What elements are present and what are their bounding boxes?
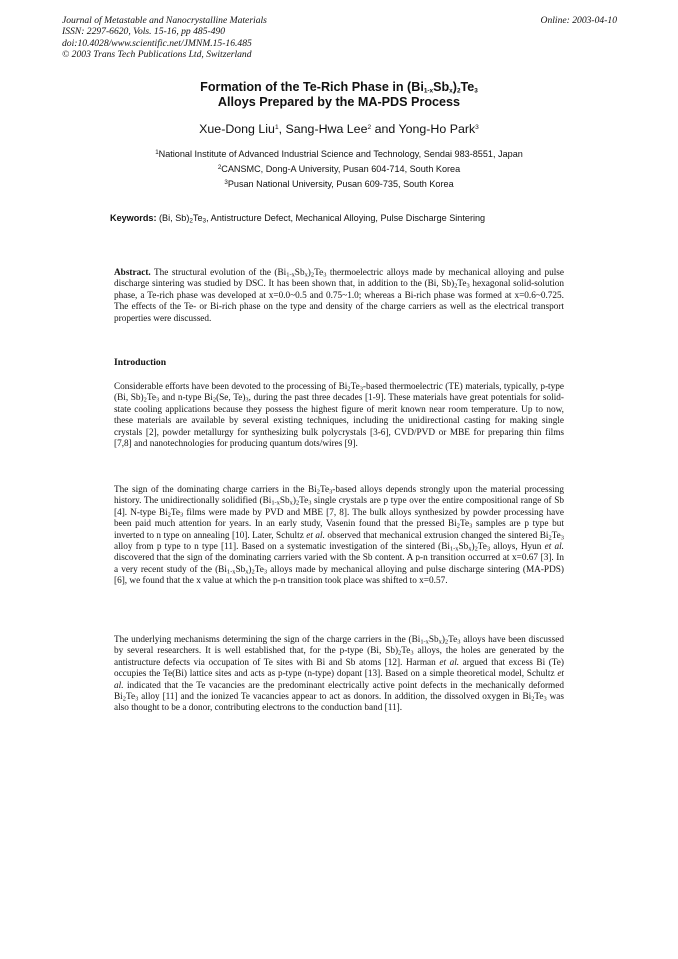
affiliation-1: $^1$National Institute of Advanced Industrial Science and Technology, Sendai 983-8551, Japan <box>155 148 523 159</box>
title-line-2: Alloys Prepared by the MA-PDS Process <box>217 95 461 110</box>
abstract-paragraph: Abstract. The structural evolution of the $(Bi_{1-x}Sb_x)_2Te_3$ thermoelectric alloys made by mechanical alloying and pulse discharge sintering was studied by DSC. It has been shown that, in addition to the (Bi, $Sb)_2Te_3$ hexagonal solid-solution phase, a Te-rich phase was developed at x=0.0~0.5 and 0.75~1.0; whereas a Bi-rich phase was formed at x=0.6~0.725. The effects of the Te- or Bi-rich phase on the type and density of the charge carriers as well as the electrical transport properties were discussed. <box>114 268 564 324</box>
journal-header <box>62 15 267 61</box>
doi-line: doi:10.4028/www.scientific.net/JMNM.15-16.485 <box>62 37 252 49</box>
affiliation-2: $^2$CANSMC, Dong-A University, Pusan 604-714, South Korea <box>217 163 461 174</box>
affiliation-3: $^3$Pusan National University, Pusan 609-735, South Korea <box>224 178 454 189</box>
author-3: Yong-Ho Park <box>398 122 476 136</box>
author-2: Sang-Hwa Lee <box>285 122 368 136</box>
introduction-heading: Introduction <box>114 357 167 368</box>
keywords-label: Keywords: <box>110 213 157 223</box>
paper-title <box>60 80 618 110</box>
copyright-line: © 2003 Trans Tech Publications Ltd, Switzerland <box>62 49 252 61</box>
keywords: Keywords: (Bi, $Sb)_2Te_3$, Antistructure Defect, Mechanical Alloying, Pulse Discharge Sintering <box>110 213 486 225</box>
online-date: Online: 2003-04-10 <box>540 15 617 26</box>
intro-paragraph-1: Considerable efforts have been devoted to the processing of $Bi_2Te_3$-based thermoelectric (TE) materials, typically, p-type (Bi, $Sb)_2Te_3$ and n-type $Bi_2(Se$, $Te)_3$, during the past three decades [1-9]. These materials have great potentials for solid-state cooling applications because they possess the highest figure of merit known near room temperature. Up to now, these materials are available by several existing techniques, including the unidirectional casting for making single crystals [2], powder metallurgy for synthesizing bulk polycrystals [3-6], CVD/PVD or MBE for preparing thin films [7,8] and nanotechnologies for producing quantum dots/wires [9]. <box>114 382 564 450</box>
title-line-1: Formation of the Te-Rich Phase in $(Bi_{1-x}Sb_x)_2Te_3$ <box>200 80 478 95</box>
issn-line: ISSN: 2297-6620, Vols. 15-16, pp 485-490 <box>62 26 226 38</box>
author-list: Xue-Dong Liu$^1$, Sang-Hwa Lee$^2$ and Yong-Ho Park$^3$ <box>199 122 479 136</box>
journal-name: Journal of Metastable and Nanocrystalline Materials <box>62 15 267 26</box>
author-1: Xue-Dong Liu <box>199 122 275 136</box>
intro-paragraph-3: The underlying mechanisms determining the sign of the charge carriers in the $(Bi_{1-x}Sb_x)_2Te_3$ alloys have been discussed by several researchers. It is well established that, for the p-type (Bi, $Sb)_2Te_3$ alloys, the holes are generated by the antistructure defects via occupation of Te sites with Bi and Sb atoms [12]. Harman et al. argued that excess Bi (Te) occupies the Te(Bi) lattice sites and acts as p-type (n-type) dopant [13]. Based on a simple theoretical model, Schultz et al. indicated that the Te vacancies are the predominant electrically active point defects in the mechanically deformed $Bi_2Te_3$ alloy [11] and the ionized Te vacancies appear to act as donors. In addition, the dissolved oxygen in $Bi_2Te_3$ was also thought to be a donor, contributing electrons to the conduction band [11]. <box>114 635 564 714</box>
intro-paragraph-2: The sign of the dominating charge carriers in the $Bi_2Te_3$-based alloys depends strongly upon the material processing history. The unidirectionally solidified $(Bi_{1-x}Sb_x)_2Te_3$ single crystals are p type over the entire compositional range of Sb [4]. N-type $Bi_2Te_3$ films were made by PVD and MBE [7, 8]. The bulk alloys synthesized by powder processing have been paid much attention for years. In an early study, Vasenin found that the pressed $Bi_2Te_3$ samples are p type but inverted to n type on annealing [10]. Later, Schultz et al. observed that mechanical extrusion changed the sintered $Bi_2Te_3$ alloy from p type to n type [11]. Based on a systematic investigation of the sintered $(Bi_{1-x}Sb_x)_2Te_3$ alloys, Hyun et al. discovered that the sign of the dominating carriers varied with the Sb content. A p-n transition occurred at x=0.67 [3]. In a very recent study of the $(Bi_{1-x}Sb_x)_2Te_3$ alloys made by mechanical alloying and pulse discharge sintering (MA-PDS) [6], we found that the x value at which the p-n transition took place was shifted to x=0.57. <box>114 485 565 587</box>
abstract-label: Abstract. <box>114 268 151 278</box>
